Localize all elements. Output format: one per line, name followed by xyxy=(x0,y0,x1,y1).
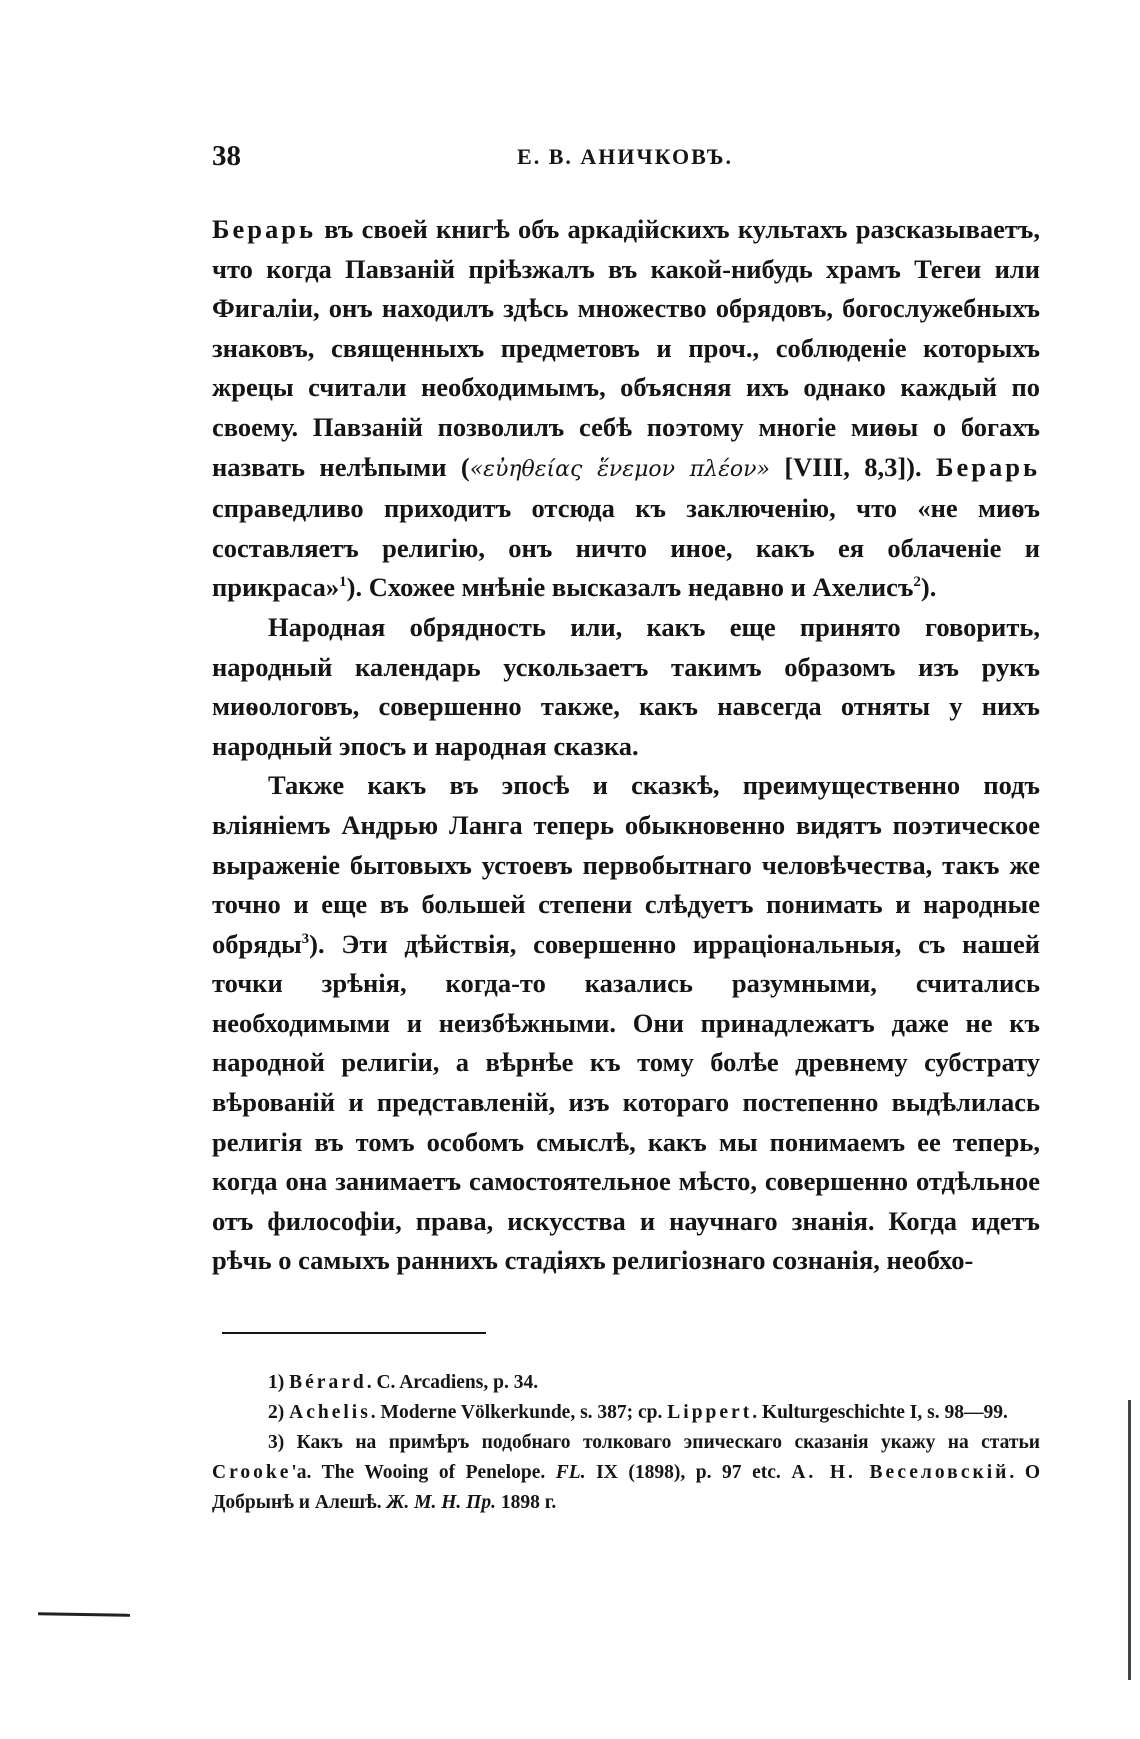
footnote-text: . О Добрынѣ и Алешѣ. xyxy=(212,1462,1041,1513)
footnote-text: IX (1898), p. 97 etc. xyxy=(585,1462,792,1483)
footnote-text: . Kulturgeschichte I, s. 98—99. xyxy=(752,1402,1008,1423)
greek-quote: «εὐηθείας ἕνεμον πλέον» xyxy=(469,456,770,482)
scan-binding-edge xyxy=(1128,1400,1131,1680)
footnote-author: Bérard xyxy=(289,1372,367,1393)
text-run: ). Схожее мнѣніе высказалъ недавно и Ахелисъ xyxy=(346,572,914,603)
footnote-2 xyxy=(212,1398,1040,1428)
page-number: 38 xyxy=(212,140,241,172)
page-header xyxy=(212,140,1038,180)
text-run: справедливо приходитъ отсюда къ заключенію, что «не миѳъ составляетъ религію, онъ ничто иное, какъ ея облаченіе и прикраса» xyxy=(212,493,1040,603)
footnote-ref[interactable]: 2 xyxy=(913,574,921,591)
text-run: въ своей книгѣ объ аркадійскихъ культахъ разсказываетъ, что когда Павзаній пріѣзжалъ въ какой-нибудь храмъ Тегеи или Фигаліи, онъ находилъ здѣсь множество обрядовъ, богослужебныхъ знаковъ, священныхъ предметовъ и проч., соблюденіе которыхъ жрецы считали необходимымъ, объясняя ихъ однако каждый по своему. Павзаній позволилъ себѣ поэтому многіе миѳы о богахъ назвать нелѣпыми ( xyxy=(212,214,1040,482)
footnote-3 xyxy=(212,1428,1040,1518)
paragraph-3 xyxy=(212,766,1040,1281)
footnote-1 xyxy=(212,1368,1040,1398)
footnote-ref[interactable]: 1 xyxy=(339,574,347,591)
author-name: Берарь xyxy=(212,214,317,244)
footnote-text: 1898 г. xyxy=(495,1492,557,1513)
paragraph-1 xyxy=(212,210,1040,608)
author-name: Берарь xyxy=(935,451,1041,482)
footnote-number: 1) xyxy=(268,1372,290,1393)
footnote-author: А. Н. Веселовскій xyxy=(791,1462,1010,1483)
footnote-ref[interactable]: 3 xyxy=(301,930,310,947)
footnote-author: Lippert xyxy=(667,1402,753,1423)
footnote-divider xyxy=(222,1332,486,1334)
text-run: ). xyxy=(920,572,937,603)
footnote-number: 3) xyxy=(268,1432,297,1453)
paragraph-2: Народная обрядность или, какъ еще принято говорить, народный календарь ускользаетъ такимъ образомъ изъ рукъ миѳологовъ, совершенно также, какъ навсегда отняты у нихъ народный эпосъ и народная сказка. xyxy=(212,611,1040,761)
footnote-number: 2) xyxy=(268,1402,290,1423)
text-run: ). Эти дѣйствія, совершенно ирраціональныя, съ нашей точки зрѣнія, когда-то казались разумными, считались необходимыми и неизбѣжными. Они принадлежатъ даже не къ народной религіи, а вѣрнѣе къ тому болѣе древнему субстрату вѣрованій и представленій, изъ котораго постепенно выдѣлилась религія въ томъ особомъ смыслѣ, какъ мы понимаемъ ее теперь, когда она занимаетъ самостоятельное мѣсто, совершенно отдѣльное отъ философіи, права, искусства и научнаго знанія. Когда идетъ рѣчь о самыхъ раннихъ стадіяхъ религіознаго сознанія, необхо- xyxy=(212,928,1040,1276)
footnote-author: Achelis xyxy=(289,1402,371,1423)
footnote-text: 'a. The Wooing of Penelope. xyxy=(291,1462,556,1483)
text-run: [VIII, 8,3]). xyxy=(770,451,936,482)
journal-title: Ж. М. Н. Пр. xyxy=(386,1492,496,1513)
footnote-text: . Moderne Völkerkunde, s. 387; cp. xyxy=(370,1402,668,1423)
footnote-author: Crooke xyxy=(212,1462,292,1483)
main-text xyxy=(212,210,1040,1281)
footnote-text: Какъ на примѣръ подобнаго толковаго эпическаго сказанія укажу на статьи xyxy=(296,1432,1040,1453)
text-run: Также какъ въ эпосѣ и сказкѣ, преимущественно подъ вліяніемъ Андрью Ланга теперь обыкновенно видятъ поэтическое выраженіе бытовыхъ устоевъ первобытнаго человѣчества, такъ же точно и еще въ большей степени слѣдуетъ понимать и народные обряды xyxy=(212,770,1040,959)
scan-artifact-line xyxy=(38,1612,130,1617)
footnote-text: . C. Arcadiens, p. 34. xyxy=(366,1372,539,1393)
running-title: Е. В. АНИЧКОВЪ. xyxy=(517,144,733,169)
footnotes xyxy=(212,1368,1040,1518)
journal-title: FL. xyxy=(555,1462,586,1483)
